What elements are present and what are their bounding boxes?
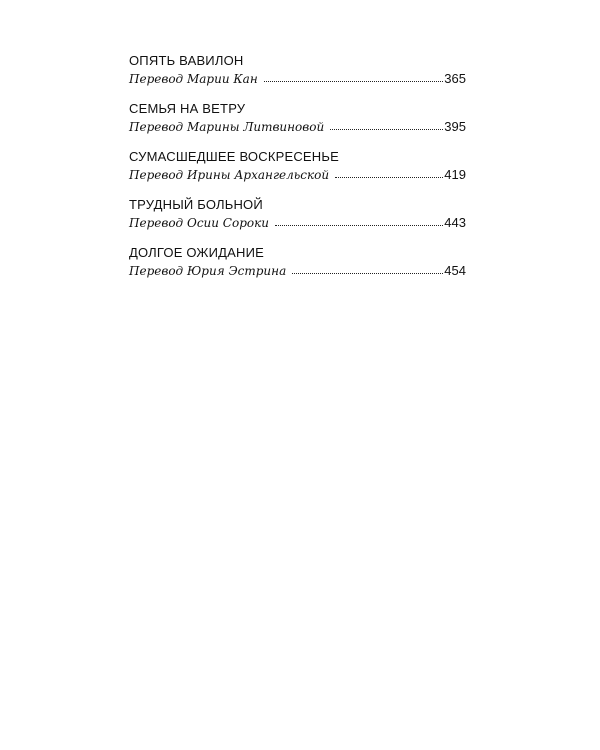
story-title: СУМАСШЕДШЕЕ ВОСКРЕСЕНЬЕ [129, 149, 339, 164]
translator-credit: Перевод Юрия Эстрина [129, 264, 287, 278]
toc-entry [129, 196, 466, 232]
story-title: ДОЛГОЕ ОЖИДАНИЕ [129, 245, 265, 260]
story-title: ТРУДНЫЙ БОЛЬНОЙ [129, 197, 263, 212]
dot-leader [275, 224, 443, 226]
story-title: ОПЯТЬ ВАВИЛОН [129, 53, 244, 68]
toc-entry [129, 244, 466, 280]
toc-entry [129, 52, 466, 88]
toc-entry [129, 100, 466, 136]
dot-leader [264, 80, 444, 82]
dot-leader [335, 176, 443, 178]
toc-line [129, 261, 466, 280]
page-number: 395 [444, 119, 466, 134]
toc-entry [129, 148, 466, 184]
dot-leader [330, 128, 443, 130]
translator-credit: Перевод Марины Литвиновой [129, 120, 325, 134]
toc-line [129, 69, 466, 88]
translator-credit: Перевод Марии Кан [129, 72, 258, 86]
toc-line [129, 165, 466, 184]
toc-line [129, 117, 466, 136]
dot-leader [292, 272, 443, 274]
translator-credit: Перевод Осии Сороки [129, 216, 270, 230]
table-of-contents [129, 52, 466, 292]
page-number: 454 [444, 263, 466, 278]
page-number: 443 [444, 215, 466, 230]
translator-credit: Перевод Ирины Архангельской [129, 168, 330, 182]
page-number: 419 [444, 167, 466, 182]
page-number: 365 [444, 71, 466, 86]
story-title: СЕМЬЯ НА ВЕТРУ [129, 101, 246, 116]
toc-line [129, 213, 466, 232]
